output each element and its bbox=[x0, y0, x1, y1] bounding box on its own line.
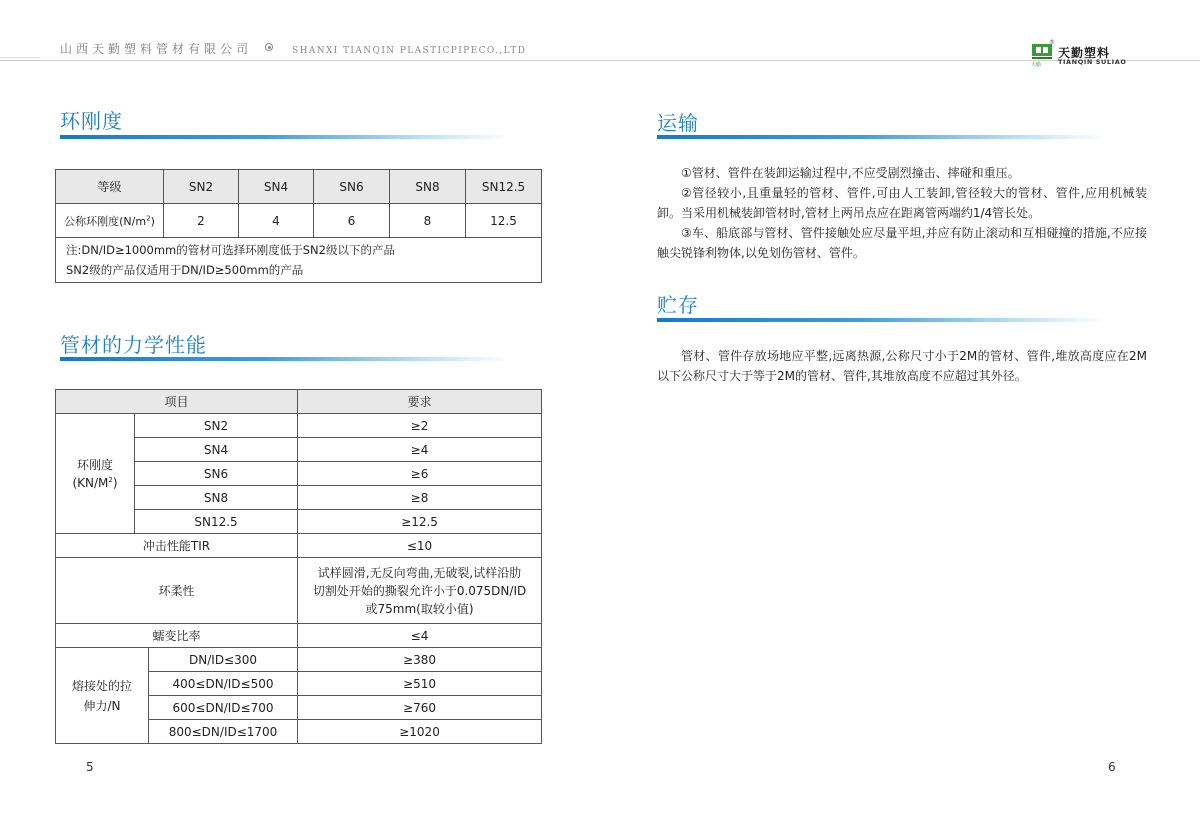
table-row bbox=[56, 558, 542, 624]
grade-cell: SN8 bbox=[135, 486, 298, 510]
value-cell: 12.5 bbox=[466, 204, 542, 238]
ring-stiffness-label: 环刚度 $(KN/M^2)$ bbox=[56, 414, 135, 534]
table-row bbox=[56, 624, 542, 648]
flexibility-label: 环柔性 bbox=[56, 558, 298, 624]
requirement-cell: ≥6 bbox=[298, 462, 542, 486]
section-title-mechanical: 管材的力学性能 bbox=[60, 333, 207, 357]
logo-text-en: TIANQIN SULIAO bbox=[1058, 58, 1127, 66]
range-cell: 400≤DN/ID≤500 bbox=[149, 672, 298, 696]
range-cell: DN/ID≤300 bbox=[149, 648, 298, 672]
table-row bbox=[56, 648, 542, 672]
company-name-cn: 山西天勤塑料管材有限公司 bbox=[60, 42, 253, 56]
requirement-cell: ≤4 bbox=[298, 624, 542, 648]
registered-mark: ® bbox=[1049, 39, 1055, 46]
storage-text bbox=[657, 346, 1147, 386]
item-header: 项目 bbox=[56, 390, 298, 414]
section-title-underline bbox=[657, 135, 1107, 139]
table-row bbox=[56, 534, 542, 558]
table-note bbox=[56, 238, 542, 283]
page-number-left: 5 bbox=[86, 760, 94, 774]
table-note-row bbox=[56, 238, 542, 283]
requirement-header: 要求 bbox=[298, 390, 542, 414]
grade-cell: SN12.5 bbox=[135, 510, 298, 534]
table-header-row bbox=[56, 390, 542, 414]
page-number-right: 6 bbox=[1108, 760, 1116, 774]
grade-cell: SN8 bbox=[390, 170, 466, 204]
note-line: SN2级的产品仅适用于DN/ID≥500mm的产品 bbox=[66, 263, 304, 277]
paragraph: 管材、管件存放场地应平整,远离热源,公称尺寸小于2M的管材、管件,堆放高度应在2M以下公称尺寸大于等于2M的管材、管件,其堆放高度不应超过其外径。 bbox=[657, 349, 1147, 383]
section-title-underline bbox=[60, 135, 510, 139]
requirement-cell: ≥2 bbox=[298, 414, 542, 438]
requirement-cell: 试样圆滑,无反向弯曲,无破裂,试样沿肋 切割处开始的撕裂允许小于0.075DN/ID 或75mm(取较小值) bbox=[298, 558, 542, 624]
value-cell: 8 bbox=[390, 204, 466, 238]
requirement-cell: ≥760 bbox=[298, 696, 542, 720]
grade-cell: SN2 bbox=[164, 170, 239, 204]
header-rule-short bbox=[0, 57, 40, 58]
ring-stiffness-table bbox=[55, 169, 542, 283]
section-title-transport: 运输 bbox=[657, 111, 699, 135]
requirement-cell: ≥1020 bbox=[298, 720, 542, 744]
value-cell: 4 bbox=[239, 204, 314, 238]
paragraph: ③车、船底部与管材、管件接触处应尽量平坦,并应有防止滚动和互相碰撞的措施,不应接触尖锐锋利物体,以免划伤管材、管件。 bbox=[657, 226, 1147, 260]
section-title-ring-stiffness: 环刚度 bbox=[60, 109, 123, 133]
header-rule bbox=[0, 60, 1200, 61]
grade-cell: SN4 bbox=[239, 170, 314, 204]
grade-cell: SN12.5 bbox=[466, 170, 542, 204]
transport-text bbox=[657, 163, 1147, 263]
logo-text-cn: 天勤塑料 bbox=[1058, 46, 1111, 60]
weld-tensile-label: 熔接处的拉 伸力/N bbox=[56, 648, 149, 744]
grade-cell: SN4 bbox=[135, 438, 298, 462]
requirement-cell: ≥380 bbox=[298, 648, 542, 672]
requirement-cell: ≤10 bbox=[298, 534, 542, 558]
range-cell: 800≤DN/ID≤1700 bbox=[149, 720, 298, 744]
note-line: 注:DN/ID≥1000mm的管材可选择环刚度低于SN2级以下的产品 bbox=[66, 243, 395, 257]
section-title-underline bbox=[657, 318, 1107, 322]
grade-cell: SN6 bbox=[314, 170, 390, 204]
value-cell: 2 bbox=[164, 204, 239, 238]
paragraph: ②管径较小,且重量轻的管材、管件,可由人工装卸,管径较大的管材、管件,应用机械装卸。当采用机械装卸管材时,管材上两吊点应在距离管两端约1/4管长处。 bbox=[657, 186, 1147, 220]
grade-cell: SN6 bbox=[135, 462, 298, 486]
grade-cell: SN2 bbox=[135, 414, 298, 438]
table-row bbox=[56, 204, 542, 238]
range-cell: 600≤DN/ID≤700 bbox=[149, 696, 298, 720]
requirement-cell: ≥4 bbox=[298, 438, 542, 462]
requirement-cell: ≥510 bbox=[298, 672, 542, 696]
logo-subtext: 天勤 bbox=[1031, 62, 1042, 68]
mechanical-properties-table bbox=[55, 389, 542, 744]
company-name-en: SHANXI TIANQIN PLASTICPIPECO.,LTD bbox=[292, 46, 527, 56]
requirement-cell: ≥12.5 bbox=[298, 510, 542, 534]
creep-label: 蠕变比率 bbox=[56, 624, 298, 648]
value-cell: 6 bbox=[314, 204, 390, 238]
impact-label: 冲击性能TIR bbox=[56, 534, 298, 558]
section-title-underline bbox=[60, 357, 510, 361]
bullet-dot-icon bbox=[265, 43, 273, 51]
grade-header: 等级 bbox=[56, 170, 164, 204]
table-row bbox=[56, 414, 542, 438]
section-title-storage: 贮存 bbox=[657, 293, 699, 317]
table-header-row bbox=[56, 170, 542, 204]
paragraph: ①管材、管件在装卸运输过程中,不应受剧烈撞击、摔碰和重压。 bbox=[681, 166, 1020, 180]
requirement-cell: ≥8 bbox=[298, 486, 542, 510]
row-label: 公称环刚度$(N/m^2)$ bbox=[56, 204, 164, 238]
